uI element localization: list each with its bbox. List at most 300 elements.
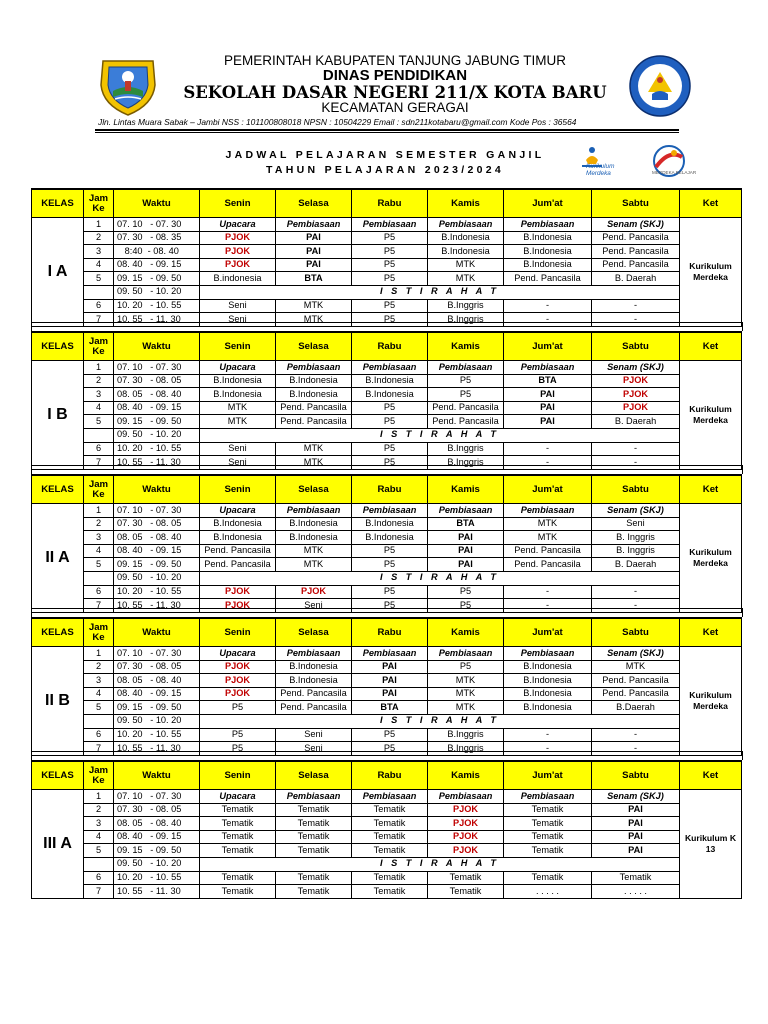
subject-cell-rabu: P5 (352, 728, 428, 742)
subject-cell-senin: B.Indonesia (200, 374, 276, 388)
subject-cell-sabtu: Pend. Pancasila (592, 245, 680, 259)
period-number: 2 (84, 803, 114, 817)
period-number: 3 (84, 245, 114, 259)
period-time: 10. 55 - 11. 30 (114, 885, 200, 899)
subject-cell-rabu: P5 (352, 272, 428, 286)
column-header-rabu: Rabu (352, 475, 428, 504)
period-number: 4 (84, 401, 114, 415)
subject-cell-rabu: Pembiasaan (352, 790, 428, 804)
subject-cell-selasa: Tematik (276, 830, 352, 844)
period-time: 08. 40 - 09. 15 (114, 830, 200, 844)
subject-cell-senin: PJOK (200, 245, 276, 259)
period-time: 10. 55 - 11. 30 (114, 456, 200, 470)
period-number (84, 714, 114, 728)
curriculum-note: Kurikulum K 13 (680, 790, 742, 899)
subject-cell-kamis: Pembiasaan (428, 647, 504, 661)
subject-cell-sabtu: B. Daerah (592, 558, 680, 572)
subject-cell-sabtu: PAI (592, 844, 680, 858)
subject-cell-jum-at: - (504, 456, 592, 470)
subject-cell-selasa: Pend. Pancasila (276, 701, 352, 715)
period-time: 10. 55 - 11. 30 (114, 313, 200, 327)
subject-cell-jum-at: Tematik (504, 803, 592, 817)
period-time: 07. 10 - 07. 30 (114, 504, 200, 518)
subject-cell-jum-at: Pend. Pancasila (504, 558, 592, 572)
period-time: 09. 15 - 09. 50 (114, 844, 200, 858)
table-spacer (31, 608, 743, 617)
subject-cell-senin: PJOK (200, 687, 276, 701)
table-row (32, 647, 742, 661)
period-number: 3 (84, 388, 114, 402)
subject-cell-senin: Seni (200, 456, 276, 470)
period-time: 09. 50 - 10. 20 (114, 285, 200, 299)
subject-cell-rabu: P5 (352, 456, 428, 470)
period-time: 07. 30 - 08. 05 (114, 660, 200, 674)
table-row (32, 231, 742, 245)
schedule-table-ii-b (31, 617, 742, 756)
table-row (32, 299, 742, 313)
period-number: 2 (84, 231, 114, 245)
subject-cell-jum-at: MTK (504, 517, 592, 531)
subject-cell-jum-at: Tematik (504, 844, 592, 858)
subject-cell-sabtu: Senam (SKJ) (592, 218, 680, 232)
column-header-kamis: Kamis (428, 189, 504, 218)
subject-cell-jum-at: BTA (504, 374, 592, 388)
subject-cell-senin: B.Indonesia (200, 517, 276, 531)
subject-cell-kamis: B.Inggris (428, 456, 504, 470)
table-header-row (32, 761, 742, 790)
subject-cell-selasa: MTK (276, 313, 352, 327)
period-number: 3 (84, 817, 114, 831)
merdeka-belajar-text: MERDEKA BELAJAR (652, 170, 697, 175)
subject-cell-kamis: PAI (428, 544, 504, 558)
period-time: 09. 15 - 09. 50 (114, 272, 200, 286)
subject-cell-kamis: Pend. Pancasila (428, 401, 504, 415)
subject-cell-sabtu: B. Daerah (592, 272, 680, 286)
subject-cell-senin: Upacara (200, 361, 276, 375)
subject-cell-senin: PJOK (200, 660, 276, 674)
column-header-senin: Senin (200, 189, 276, 218)
table-row (32, 428, 742, 442)
subject-cell-senin: Tematik (200, 817, 276, 831)
class-label: I B (32, 361, 84, 470)
column-header-ket: Ket (680, 189, 742, 218)
subject-cell-jum-at: PAI (504, 401, 592, 415)
subject-cell-rabu: PAI (352, 660, 428, 674)
subject-cell-sabtu: - (592, 742, 680, 756)
subject-cell-rabu: P5 (352, 231, 428, 245)
period-time: 08. 40 - 09. 15 (114, 687, 200, 701)
subject-cell-sabtu: MTK (592, 660, 680, 674)
header-address: Jln. Lintas Muara Sabak – Jambi NSS : 101100808018 NPSN : 10504229 Email : sdn211kotabaru@gmail.com Kode Pos : 36564 (98, 117, 577, 127)
period-time: 08. 05 - 08. 40 (114, 674, 200, 688)
table-row (32, 728, 742, 742)
column-header-kamis: Kamis (428, 618, 504, 647)
period-time: 10. 55 - 11. 30 (114, 742, 200, 756)
period-number: 2 (84, 374, 114, 388)
subject-cell-senin: Tematik (200, 844, 276, 858)
column-header-waktu: Waktu (114, 332, 200, 361)
subject-cell-senin: MTK (200, 401, 276, 415)
subject-cell-sabtu: Pend. Pancasila (592, 258, 680, 272)
subject-cell-jum-at: - (504, 728, 592, 742)
period-number: 5 (84, 701, 114, 715)
period-time: 10. 55 - 11. 30 (114, 599, 200, 613)
schedule-table-iii-a (31, 760, 742, 899)
subject-cell-sabtu: Pend. Pancasila (592, 674, 680, 688)
column-header-jum-at: Jum'at (504, 618, 592, 647)
period-time: 08. 05 - 08. 40 (114, 531, 200, 545)
subject-cell-rabu: P5 (352, 599, 428, 613)
subject-cell-selasa: B.Indonesia (276, 388, 352, 402)
subject-cell-kamis: Pembiasaan (428, 790, 504, 804)
period-number: 7 (84, 313, 114, 327)
period-number: 7 (84, 742, 114, 756)
period-number: 4 (84, 258, 114, 272)
subject-cell-rabu: B.Indonesia (352, 388, 428, 402)
column-header-senin: Senin (200, 761, 276, 790)
subject-cell-rabu: Pembiasaan (352, 647, 428, 661)
break-label: I S T I R A H A T (200, 285, 680, 299)
subject-cell-rabu: B.Indonesia (352, 517, 428, 531)
column-header-selasa: Selasa (276, 332, 352, 361)
table-row (32, 571, 742, 585)
table-row (32, 388, 742, 402)
period-time: 09. 15 - 09. 50 (114, 415, 200, 429)
subject-cell-sabtu: PJOK (592, 388, 680, 402)
table-row (32, 258, 742, 272)
subject-cell-jum-at: - (504, 299, 592, 313)
header-government: PEMERINTAH KABUPATEN TANJUNG JABUNG TIMUR (223, 53, 567, 68)
subject-cell-rabu: Pembiasaan (352, 218, 428, 232)
period-number: 4 (84, 687, 114, 701)
schedule-year: TAHUN PELAJARAN 2023/2024 (265, 164, 505, 176)
subject-cell-jum-at: Tematik (504, 830, 592, 844)
subject-cell-selasa: B.Indonesia (276, 660, 352, 674)
column-header-sabtu: Sabtu (592, 475, 680, 504)
subject-cell-kamis: PAI (428, 558, 504, 572)
table-row (32, 857, 742, 871)
subject-cell-senin: Tematik (200, 830, 276, 844)
subject-cell-jum-at: - (504, 585, 592, 599)
period-number: 7 (84, 885, 114, 899)
subject-cell-kamis: PJOK (428, 803, 504, 817)
subject-cell-sabtu: - (592, 456, 680, 470)
table-row (32, 272, 742, 286)
subject-cell-rabu: P5 (352, 544, 428, 558)
column-header-waktu: Waktu (114, 475, 200, 504)
subject-cell-jum-at: Pembiasaan (504, 790, 592, 804)
period-time: 07. 10 - 07. 30 (114, 361, 200, 375)
period-number: 1 (84, 504, 114, 518)
column-header-kelas: KELAS (32, 475, 84, 504)
subject-cell-selasa: MTK (276, 558, 352, 572)
period-number: 2 (84, 660, 114, 674)
column-header-rabu: Rabu (352, 332, 428, 361)
table-row (32, 844, 742, 858)
period-number: 5 (84, 558, 114, 572)
subject-cell-jum-at: B.Indonesia (504, 687, 592, 701)
subject-cell-senin: Upacara (200, 647, 276, 661)
subject-cell-rabu: P5 (352, 585, 428, 599)
subject-cell-rabu: BTA (352, 701, 428, 715)
subject-cell-senin: Pend. Pancasila (200, 558, 276, 572)
subject-cell-kamis: Tematik (428, 885, 504, 899)
period-time: 09. 50 - 10. 20 (114, 428, 200, 442)
subject-cell-jum-at: B.Indonesia (504, 674, 592, 688)
period-time: 10. 20 - 10. 55 (114, 871, 200, 885)
subject-cell-jum-at: Tematik (504, 817, 592, 831)
subject-cell-senin: P5 (200, 742, 276, 756)
subject-cell-jum-at: Pend. Pancasila (504, 544, 592, 558)
subject-cell-senin: Tematik (200, 871, 276, 885)
column-header-selasa: Selasa (276, 618, 352, 647)
table-row (32, 374, 742, 388)
column-header-kelas: KELAS (32, 618, 84, 647)
column-header-ket: Ket (680, 332, 742, 361)
subject-cell-kamis: B.Indonesia (428, 245, 504, 259)
subject-cell-senin: PJOK (200, 231, 276, 245)
regency-emblem-icon (95, 55, 161, 117)
kurikulum-logo-text: Kurikulum Merdeka (586, 163, 615, 177)
subject-cell-rabu: Tematik (352, 817, 428, 831)
column-header-jum-at: Jum'at (504, 189, 592, 218)
table-row (32, 687, 742, 701)
subject-cell-selasa: B.Indonesia (276, 517, 352, 531)
subject-cell-selasa: Tematik (276, 885, 352, 899)
table-row (32, 558, 742, 572)
subject-cell-sabtu: B. Inggris (592, 531, 680, 545)
subject-cell-selasa: MTK (276, 299, 352, 313)
column-header-kamis: Kamis (428, 332, 504, 361)
period-number: 2 (84, 517, 114, 531)
period-number: 1 (84, 361, 114, 375)
subject-cell-kamis: PAI (428, 531, 504, 545)
subject-cell-sabtu: B.Daerah (592, 701, 680, 715)
class-label: III A (32, 790, 84, 899)
column-header-jam-ke: Jam Ke (84, 618, 114, 647)
subject-cell-senin: PJOK (200, 674, 276, 688)
column-header-kelas: KELAS (32, 332, 84, 361)
column-header-kelas: KELAS (32, 761, 84, 790)
subject-cell-selasa: Tematik (276, 844, 352, 858)
subject-cell-rabu: Pembiasaan (352, 361, 428, 375)
subject-cell-kamis: P5 (428, 585, 504, 599)
period-time: 10. 20 - 10. 55 (114, 585, 200, 599)
table-row (32, 285, 742, 299)
subject-cell-rabu: Tematik (352, 803, 428, 817)
subject-cell-jum-at: B.Indonesia (504, 258, 592, 272)
column-header-jum-at: Jum'at (504, 332, 592, 361)
column-header-senin: Senin (200, 475, 276, 504)
curriculum-note: Kurikulum Merdeka (680, 647, 742, 756)
subject-cell-sabtu: Senam (SKJ) (592, 361, 680, 375)
column-header-ket: Ket (680, 475, 742, 504)
period-time: 10. 20 - 10. 55 (114, 299, 200, 313)
subject-cell-senin: MTK (200, 415, 276, 429)
subject-cell-kamis: P5 (428, 660, 504, 674)
subject-cell-sabtu: PJOK (592, 401, 680, 415)
subject-cell-senin: P5 (200, 728, 276, 742)
curriculum-note: Kurikulum Merdeka (680, 218, 742, 327)
curriculum-note: Kurikulum Merdeka (680, 361, 742, 470)
subject-cell-selasa: Seni (276, 599, 352, 613)
subject-cell-jum-at: - (504, 599, 592, 613)
subject-cell-jum-at: Pembiasaan (504, 218, 592, 232)
subject-cell-jum-at: B.Indonesia (504, 660, 592, 674)
column-header-rabu: Rabu (352, 618, 428, 647)
subject-cell-selasa: PAI (276, 231, 352, 245)
period-number (84, 428, 114, 442)
column-header-selasa: Selasa (276, 475, 352, 504)
schedule-table-i-a (31, 188, 742, 327)
table-spacer (31, 465, 743, 474)
subject-cell-selasa: Pembiasaan (276, 218, 352, 232)
subject-cell-kamis: B.Inggris (428, 299, 504, 313)
header-department: DINAS PENDIDIKAN (322, 67, 468, 84)
subject-cell-senin: Upacara (200, 504, 276, 518)
column-header-waktu: Waktu (114, 618, 200, 647)
tut-wuri-handayani-icon (628, 54, 692, 118)
table-row (32, 674, 742, 688)
subject-cell-sabtu: Pend. Pancasila (592, 687, 680, 701)
column-header-kelas: KELAS (32, 189, 84, 218)
subject-cell-kamis: MTK (428, 272, 504, 286)
column-header-jam-ke: Jam Ke (84, 761, 114, 790)
subject-cell-rabu: B.Indonesia (352, 531, 428, 545)
subject-cell-rabu: Tematik (352, 830, 428, 844)
period-time: 08. 05 - 08. 40 (114, 817, 200, 831)
period-number: 7 (84, 599, 114, 613)
subject-cell-kamis: MTK (428, 258, 504, 272)
column-header-waktu: Waktu (114, 761, 200, 790)
subject-cell-kamis: Pend. Pancasila (428, 415, 504, 429)
table-header-row (32, 189, 742, 218)
subject-cell-sabtu: PAI (592, 830, 680, 844)
subject-cell-sabtu: Senam (SKJ) (592, 647, 680, 661)
subject-cell-rabu: Tematik (352, 871, 428, 885)
table-row (32, 415, 742, 429)
subject-cell-kamis: B.Inggris (428, 313, 504, 327)
subject-cell-rabu: PAI (352, 674, 428, 688)
column-header-jum-at: Jum'at (504, 761, 592, 790)
column-header-senin: Senin (200, 618, 276, 647)
subject-cell-rabu: PAI (352, 687, 428, 701)
subject-cell-selasa: BTA (276, 272, 352, 286)
subject-cell-sabtu: - (592, 599, 680, 613)
subject-cell-rabu: P5 (352, 299, 428, 313)
curriculum-note: Kurikulum Merdeka (680, 504, 742, 613)
period-time: 07. 30 - 08. 05 (114, 374, 200, 388)
subject-cell-kamis: MTK (428, 674, 504, 688)
period-number (84, 857, 114, 871)
subject-cell-selasa: Tematik (276, 803, 352, 817)
table-row (32, 531, 742, 545)
column-header-sabtu: Sabtu (592, 332, 680, 361)
subject-cell-jum-at: PAI (504, 388, 592, 402)
period-time: 07. 30 - 08. 05 (114, 803, 200, 817)
column-header-rabu: Rabu (352, 189, 428, 218)
table-row (32, 245, 742, 259)
subject-cell-sabtu: - (592, 442, 680, 456)
period-number: 5 (84, 844, 114, 858)
table-row (32, 517, 742, 531)
subject-cell-jum-at: B.Indonesia (504, 231, 592, 245)
subject-cell-senin: Seni (200, 313, 276, 327)
table-row (32, 442, 742, 456)
subject-cell-selasa: Pembiasaan (276, 504, 352, 518)
subject-cell-jum-at: - (504, 313, 592, 327)
table-row (32, 871, 742, 885)
column-header-jam-ke: Jam Ke (84, 189, 114, 218)
period-time: 07. 10 - 07. 30 (114, 647, 200, 661)
subject-cell-selasa: Tematik (276, 817, 352, 831)
subject-cell-selasa: B.Indonesia (276, 531, 352, 545)
subject-cell-senin: PJOK (200, 585, 276, 599)
subject-cell-jum-at: B.Indonesia (504, 701, 592, 715)
column-header-sabtu: Sabtu (592, 189, 680, 218)
column-header-sabtu: Sabtu (592, 761, 680, 790)
subject-cell-kamis: P5 (428, 388, 504, 402)
column-header-selasa: Selasa (276, 761, 352, 790)
table-header-row (32, 475, 742, 504)
schedule-table-i-b (31, 331, 742, 470)
subject-cell-sabtu: - (592, 585, 680, 599)
table-header-row (32, 618, 742, 647)
header-school-name: SEKOLAH DASAR NEGERI 211/X KOTA BARU (183, 83, 607, 102)
subject-cell-jum-at: Pembiasaan (504, 504, 592, 518)
period-time: 08. 40 - 09. 15 (114, 401, 200, 415)
subject-cell-senin: Seni (200, 442, 276, 456)
column-header-jam-ke: Jam Ke (84, 475, 114, 504)
subject-cell-kamis: B.Inggris (428, 728, 504, 742)
subject-cell-selasa: Tematik (276, 871, 352, 885)
subject-cell-kamis: Tematik (428, 871, 504, 885)
table-row (32, 504, 742, 518)
subject-cell-senin: PJOK (200, 599, 276, 613)
subject-cell-rabu: P5 (352, 258, 428, 272)
subject-cell-jum-at: . . . . . (504, 885, 592, 899)
subject-cell-senin: Upacara (200, 218, 276, 232)
subject-cell-kamis: Pembiasaan (428, 218, 504, 232)
subject-cell-rabu: P5 (352, 401, 428, 415)
period-number: 5 (84, 415, 114, 429)
header-divider-thin (95, 132, 679, 133)
table-row (32, 585, 742, 599)
period-number: 4 (84, 830, 114, 844)
table-row (32, 361, 742, 375)
period-time: 08. 40 - 09. 15 (114, 544, 200, 558)
subject-cell-sabtu: PJOK (592, 374, 680, 388)
subject-cell-selasa: Pembiasaan (276, 790, 352, 804)
table-row (32, 660, 742, 674)
subject-cell-senin: B.indonesia (200, 272, 276, 286)
column-header-selasa: Selasa (276, 189, 352, 218)
period-time: 10. 20 - 10. 55 (114, 442, 200, 456)
table-row (32, 218, 742, 232)
subject-cell-senin: Pend. Pancasila (200, 544, 276, 558)
period-time: 09. 50 - 10. 20 (114, 571, 200, 585)
subject-cell-senin: P5 (200, 701, 276, 715)
header-divider (95, 129, 679, 131)
subject-cell-kamis: PJOK (428, 844, 504, 858)
table-row (32, 544, 742, 558)
column-header-waktu: Waktu (114, 189, 200, 218)
column-header-sabtu: Sabtu (592, 618, 680, 647)
period-number: 6 (84, 299, 114, 313)
subject-cell-rabu: Pembiasaan (352, 504, 428, 518)
subject-cell-rabu: P5 (352, 313, 428, 327)
subject-cell-jum-at: Pend. Pancasila (504, 272, 592, 286)
